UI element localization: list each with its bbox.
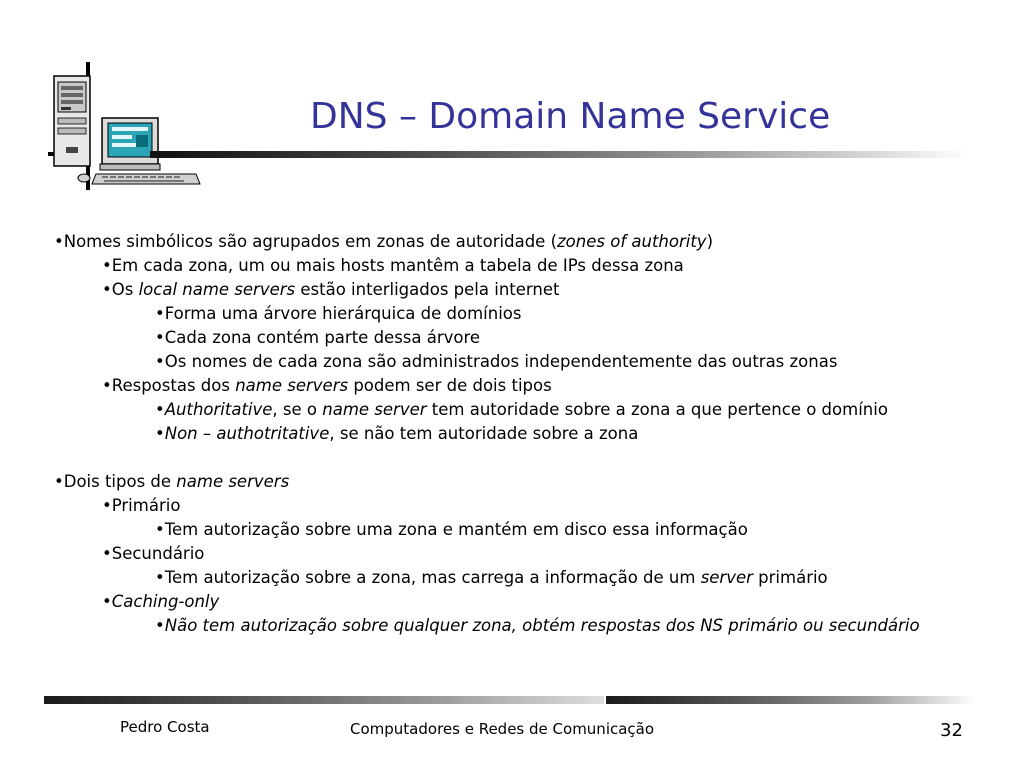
text-run: Respostas dos	[111, 376, 236, 395]
bullet-level-2	[54, 254, 1014, 278]
italic-text: local name servers	[138, 280, 296, 299]
italic-text: zones of authority	[557, 232, 707, 251]
bullet-level-2	[54, 494, 1014, 518]
bullet-marker: •	[102, 280, 112, 299]
text-run: Dois tipos de	[63, 472, 177, 491]
bullet-marker: •	[155, 328, 165, 347]
bullet-marker: •	[54, 472, 64, 491]
text-run: , se o	[272, 400, 323, 419]
italic-text: Authoritative	[164, 400, 273, 419]
text-run: Os	[111, 280, 139, 299]
italic-text: server	[700, 568, 753, 587]
bullet-level-3	[54, 422, 1014, 446]
bullet-marker: •	[102, 376, 112, 395]
bullet-marker: •	[155, 616, 165, 635]
italic-text: name server	[322, 400, 427, 419]
text-run: Secundário	[111, 544, 205, 563]
text-run: Forma uma árvore hierárquica de domínios	[164, 304, 522, 323]
bullet-level-3	[54, 566, 1014, 590]
bullet-marker: •	[102, 592, 112, 611]
footer-divider-right	[606, 696, 976, 704]
bullet-level-3	[54, 326, 1014, 350]
text-run: estão interligados pela internet	[295, 280, 560, 299]
text-run: Tem autorização sobre uma zona e mantém em disco essa informação	[164, 520, 748, 539]
bullet-marker: •	[102, 544, 112, 563]
bullet-level-3	[54, 518, 1014, 542]
text-run: tem autoridade sobre a zona a que pertence o domínio	[426, 400, 888, 419]
text-run: Nomes simbólicos são agrupados em zonas de autoridade (	[63, 232, 558, 251]
bullet-marker: •	[102, 496, 112, 515]
italic-text: name servers	[176, 472, 290, 491]
bullet-marker: •	[155, 304, 165, 323]
text-run: )	[706, 232, 714, 251]
footer-divider-left	[44, 696, 604, 704]
slide-number: 32	[940, 720, 963, 741]
bullet-level-3	[54, 350, 1014, 374]
bullet-marker: •	[102, 256, 112, 275]
bullet-level-2	[54, 590, 1014, 614]
bullet-level-1	[54, 230, 1014, 254]
text-run: Em cada zona, um ou mais hosts mantêm a tabela de IPs dessa zona	[111, 256, 684, 275]
bullet-marker: •	[155, 400, 165, 419]
bullet-marker: •	[155, 520, 165, 539]
text-run: Cada zona contém parte dessa árvore	[164, 328, 481, 347]
text-run: , se não tem autoridade sobre a zona	[329, 424, 639, 443]
slide-title: DNS – Domain Name Service	[310, 96, 831, 137]
blank-line	[54, 446, 1014, 470]
bullet-level-2	[54, 542, 1014, 566]
bullet-marker: •	[155, 568, 165, 587]
bullet-marker: •	[155, 352, 165, 371]
bullet-level-3	[54, 398, 1014, 422]
italic-text: name servers	[235, 376, 349, 395]
italic-text: Não tem autorização sobre qualquer zona, obtém respostas dos NS primário ou secundário	[164, 616, 920, 635]
bullet-level-3	[54, 302, 1014, 326]
footer-course: Computadores e Redes de Comunicação	[350, 720, 655, 738]
desktop-computer-icon	[44, 62, 204, 190]
bullet-level-3	[54, 614, 1014, 638]
bullet-level-2	[54, 278, 1014, 302]
text-run: podem ser de dois tipos	[348, 376, 552, 395]
title-divider	[150, 151, 970, 158]
text-run: primário	[752, 568, 828, 587]
bullet-marker: •	[155, 424, 165, 443]
text-run: Os nomes de cada zona são administrados independentemente das outras zonas	[164, 352, 838, 371]
bullet-level-2	[54, 374, 1014, 398]
text-run: Primário	[111, 496, 181, 515]
italic-text: Non – authotritative	[164, 424, 330, 443]
slide-body	[54, 230, 1014, 638]
footer-author: Pedro Costa	[120, 718, 210, 736]
italic-text: Caching-only	[111, 592, 220, 611]
bullet-marker: •	[54, 232, 64, 251]
text-run: Tem autorização sobre a zona, mas carrega a informação de um	[164, 568, 701, 587]
bullet-level-1	[54, 470, 1014, 494]
